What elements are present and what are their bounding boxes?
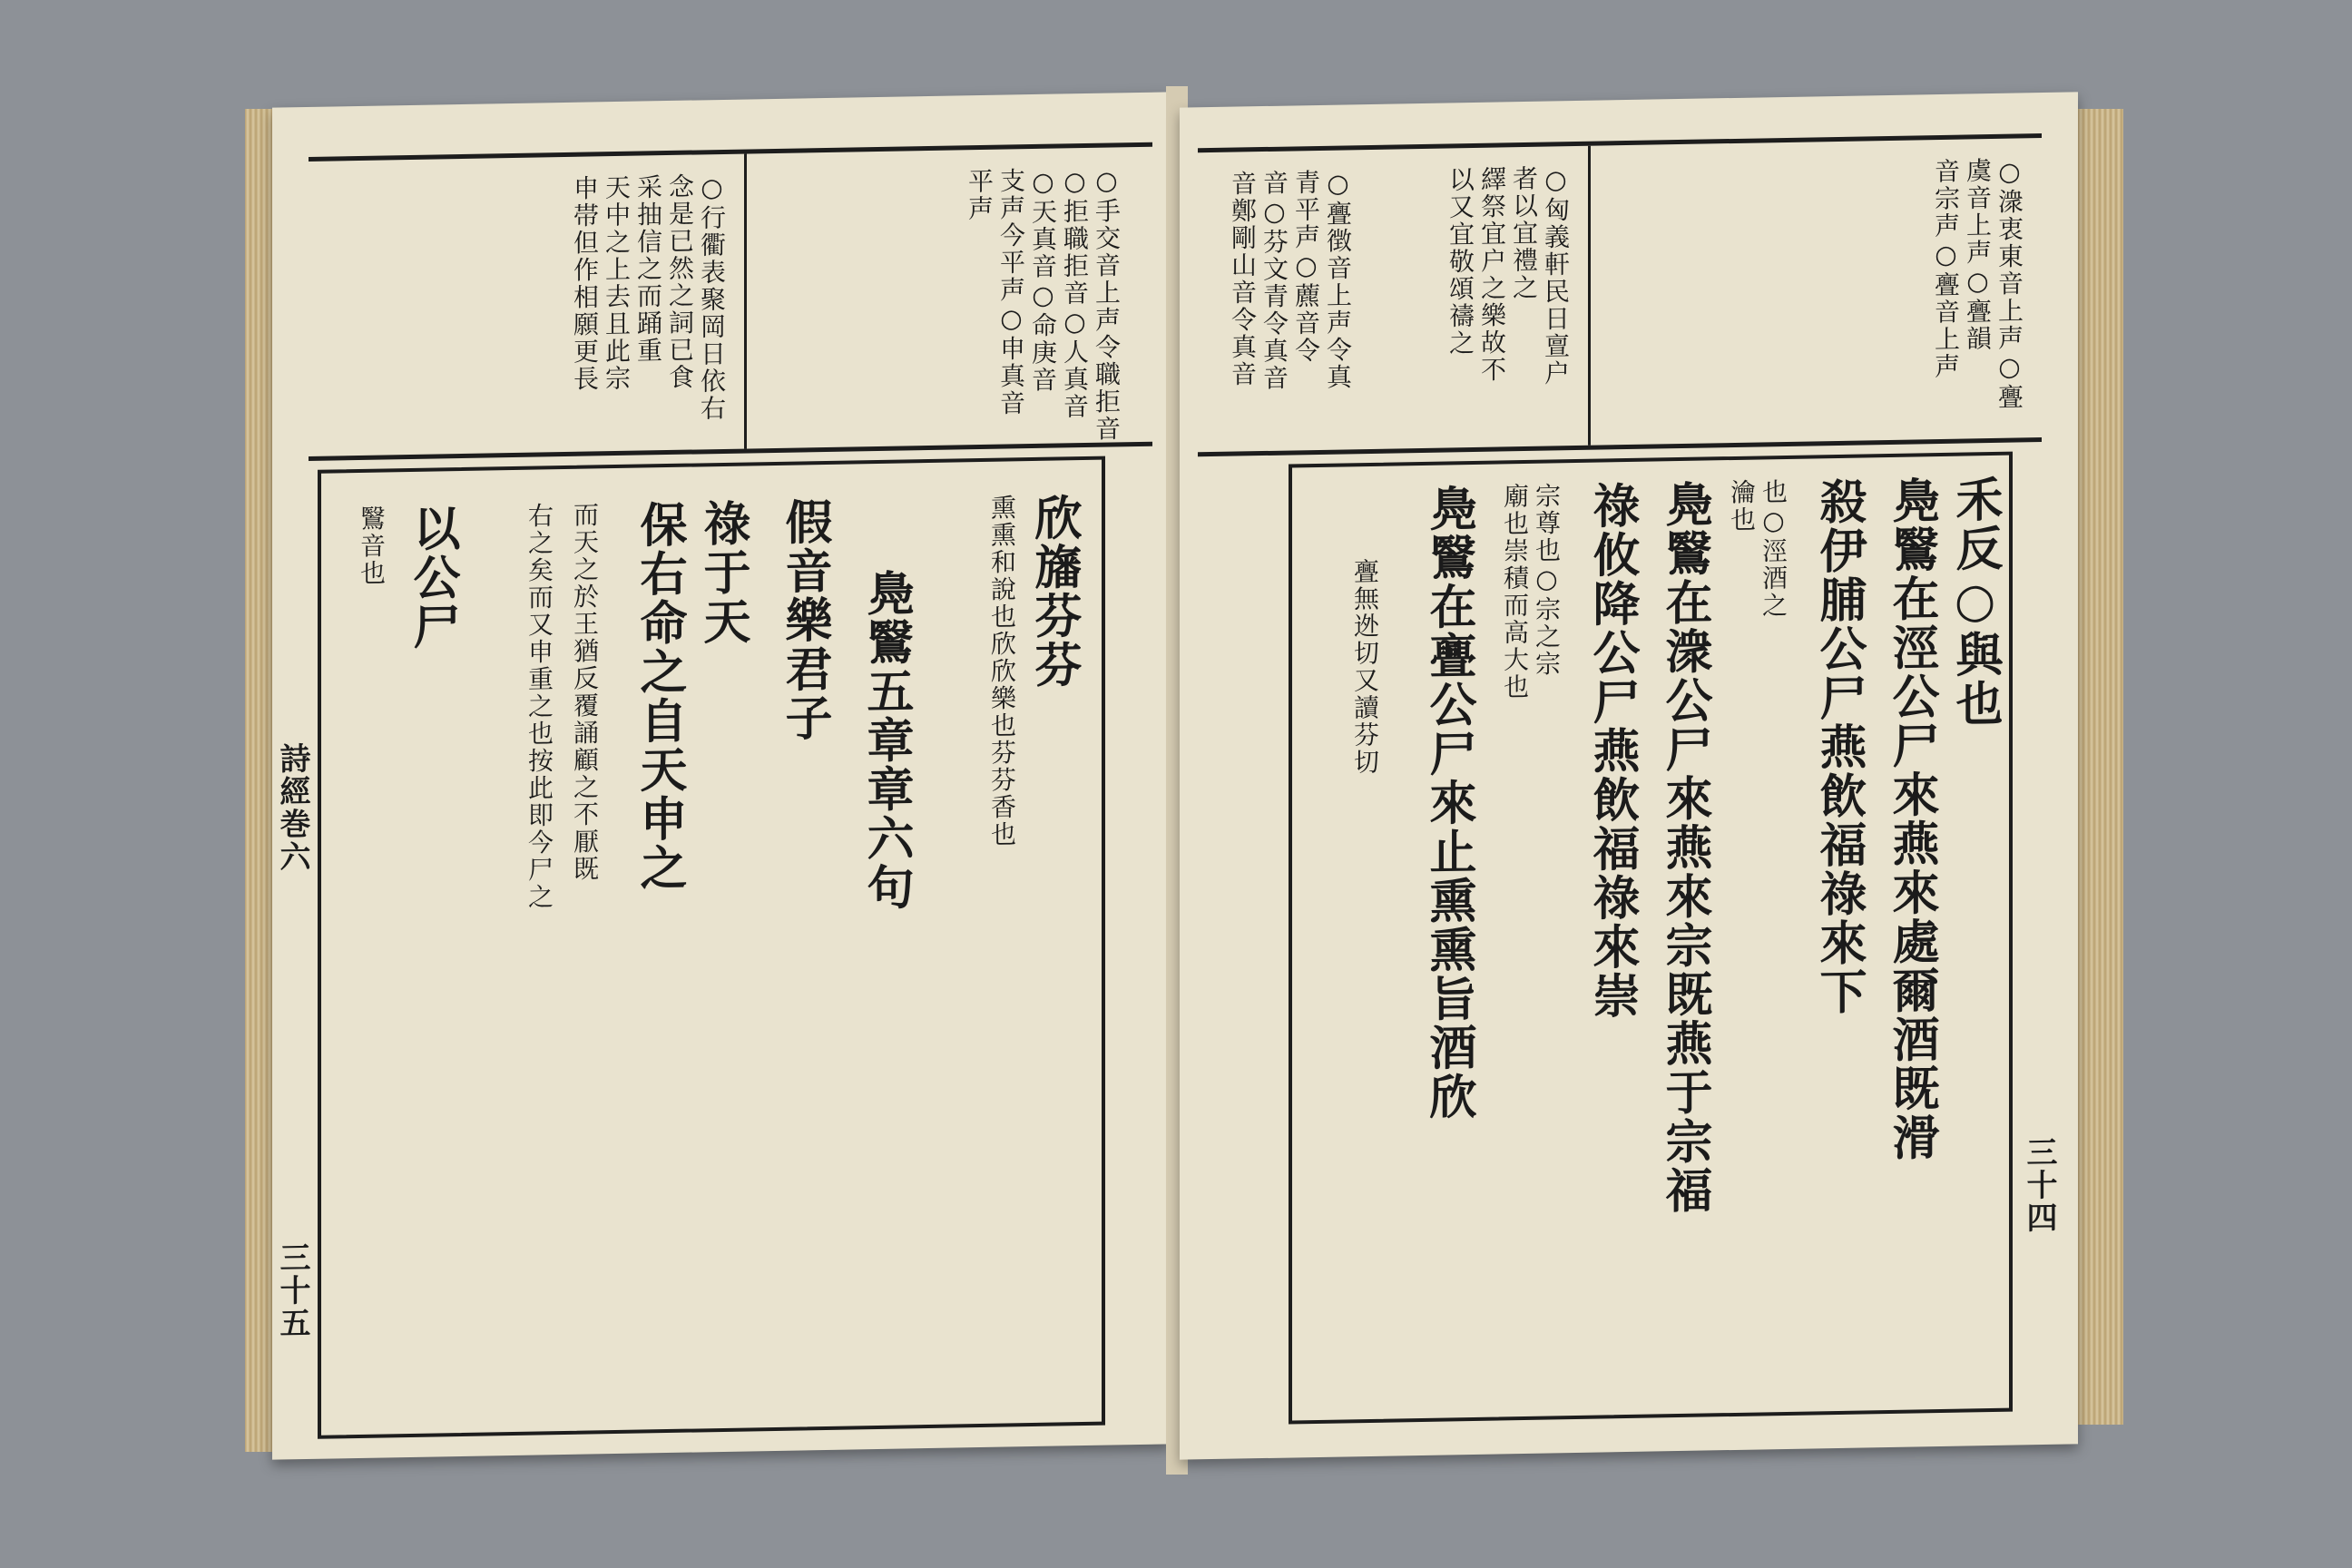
left-top-note: 支声今平声○申真音 <box>996 167 1026 417</box>
left-commentary-column: 熏熏和說也欣欣樂也芬芬香也 <box>987 494 1017 848</box>
left-commentary-column: 鷖音也 <box>357 505 387 588</box>
left-page <box>272 92 1171 1459</box>
right-top-note: 虞音上声○亹韻 <box>1963 157 1993 353</box>
right-top-note: ○潨衷東音上声○亹 <box>1994 156 2024 411</box>
left-commentary-column: 而天之於王猶反覆誦顧之不厭既 <box>570 501 600 883</box>
left-top-note: ○拒職拒音○人真音 <box>1060 165 1090 421</box>
left-band-divider <box>744 154 747 449</box>
left-top-note: ○天真音○命庚音 <box>1028 166 1058 395</box>
right-top-note: 音宗声○亹音上声 <box>1931 157 1961 381</box>
left-top-note: 采抽信之而踊重 <box>633 173 663 365</box>
left-top-note: ○手交音上声令職拒音 <box>1092 165 1122 443</box>
right-top-note: 青平声○藨音令 <box>1291 168 1321 365</box>
left-main-column: 保右命之自天申之 <box>632 499 687 893</box>
right-page-number: 三十四 <box>2021 1135 2057 1235</box>
right-top-note: ○亹徴音上声令真 <box>1323 168 1353 391</box>
left-top-rule <box>309 142 1152 162</box>
left-top-note: 念是已然之詞已食 <box>665 172 695 392</box>
right-main-column: 鳧鷖在潨公尸來燕來宗既燕于宗福 <box>1657 479 1712 1216</box>
left-top-note: 申帯但作相願更長 <box>570 174 600 393</box>
left-top-note: 天中之上去且此宗 <box>602 173 632 393</box>
left-commentary-column: 右之矣而又申重之也按此即今尸之 <box>524 502 554 911</box>
right-main-column: 殺伊脯公尸燕飲福祿來下 <box>1811 476 1867 1017</box>
right-main-column: 禾反○與也 <box>1947 474 2003 729</box>
right-commentary-column: 宗尊也○宗之宗 <box>1532 482 1562 678</box>
left-main-column: 欣旛芬芬 <box>1026 493 1082 691</box>
right-commentary-column: 廟也崇積而高大也 <box>1500 482 1530 701</box>
left-top-note: 平声 <box>965 167 995 223</box>
right-top-rule <box>1198 133 2042 152</box>
right-band-divider <box>1588 146 1591 446</box>
right-commentary-column: 也○涇酒之 <box>1759 477 1788 620</box>
right-page <box>1180 92 2078 1459</box>
right-top-note: 以又宜敬頌禱之 <box>1446 165 1475 358</box>
left-page-number: 三十五 <box>274 1240 310 1340</box>
right-top-note: 音○芬文青令真音 <box>1259 169 1289 393</box>
running-title: 詩經巻六 <box>274 741 310 874</box>
right-commentary-column: 瀹也 <box>1727 478 1757 534</box>
right-commentary-column: 亹無迯切又讀芬切 <box>1350 557 1380 777</box>
right-top-note: 繹祭宜户之樂故不 <box>1477 165 1507 384</box>
right-top-note: 音鄭剛山音令真音 <box>1228 170 1258 388</box>
left-main-column: 以公尸 <box>405 504 460 652</box>
right-main-column: 鳧鷖在涇公尸來燕來處爾酒既滑 <box>1884 475 1939 1163</box>
right-main-column: 祿攸降公尸燕飲福祿來崇 <box>1584 480 1640 1021</box>
left-main-column: 假音樂君子 <box>777 496 832 743</box>
right-top-note: 者以宜禮之 <box>1509 164 1539 302</box>
left-top-note: ○行衢表聚岡日依右 <box>697 172 727 423</box>
right-top-note: ○匈義軒民日亶户 <box>1541 164 1571 387</box>
right-main-column: 鳧鷖在亹公尸來止熏熏旨酒欣 <box>1421 483 1476 1122</box>
left-main-column: 祿于天 <box>695 498 750 647</box>
section-heading: 鳧鷖五章章六句 <box>858 568 914 913</box>
